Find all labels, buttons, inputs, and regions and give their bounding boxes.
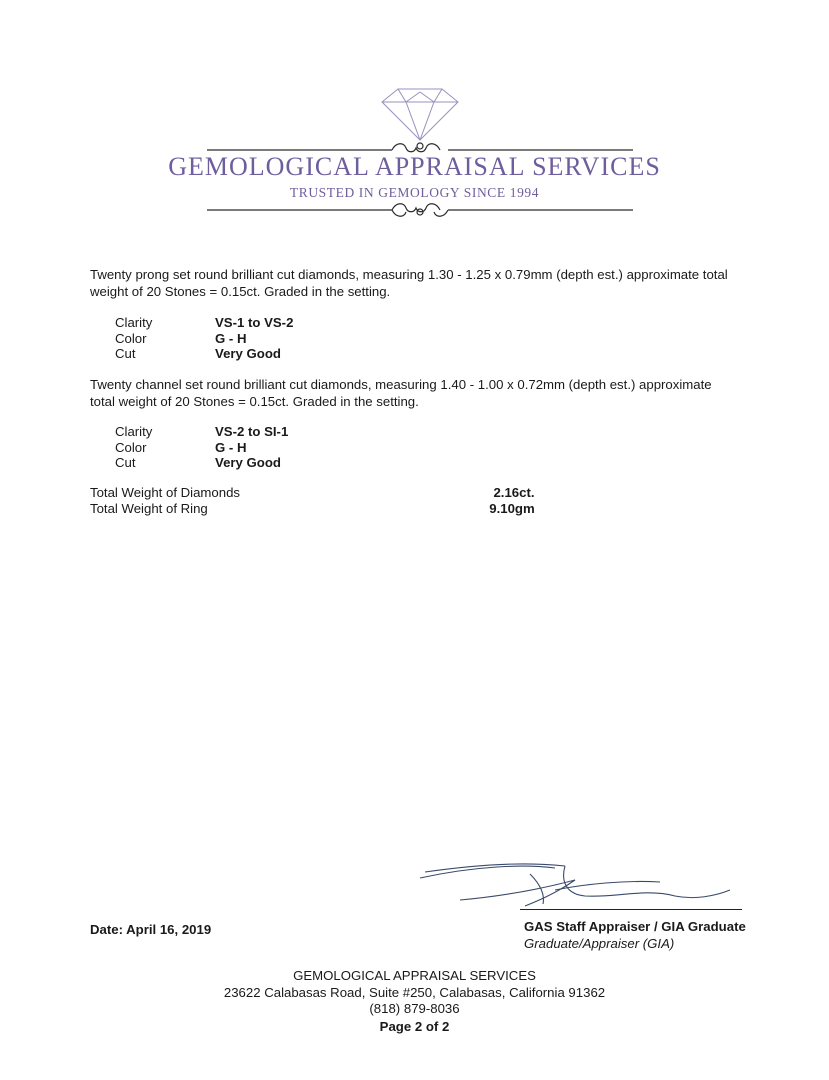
spec-label: Clarity: [115, 424, 153, 439]
footer-address: 23622 Calabasas Road, Suite #250, Calabasas, California 91362: [223, 985, 606, 1000]
spec-value: Very Good: [215, 455, 281, 470]
appraiser-title: GAS Staff Appraiser / GIA Graduate: [524, 919, 746, 934]
company-name: GEMOLOGICAL APPRAISAL SERVICES: [168, 152, 661, 181]
diamond-logo-icon: [0, 0, 829, 240]
footer-company: GEMOLOGICAL APPRAISAL SERVICES: [293, 968, 536, 983]
total-diamonds-label: Total Weight of Diamonds: [90, 485, 241, 500]
spec-value: Very Good: [215, 346, 281, 361]
spec-value: VS-2 to SI-1: [215, 424, 289, 439]
signature-line: [520, 909, 742, 910]
total-ring-value: 9.10gm: [489, 501, 535, 516]
appraisal-date: Date: April 16, 2019: [90, 922, 212, 937]
appraiser-subtitle: Graduate/Appraiser (GIA): [524, 936, 675, 951]
spec-row: [115, 346, 281, 362]
spec-label: Cut: [115, 455, 136, 470]
page-number: Page 2 of 2: [379, 1019, 450, 1034]
spec-label: Color: [115, 439, 147, 455]
item-description: Twenty channel set round brilliant cut diamonds, measuring 1.40 - 1.00 x 0.72mm (depth est.) approximate total weight of 20 Stones = 0.15ct. Graded in the setting.: [90, 377, 712, 409]
spec-label: Clarity: [115, 315, 153, 330]
spec-row: [115, 440, 247, 456]
spec-value: G - H: [215, 439, 247, 455]
company-tagline: TRUSTED IN GEMOLOGY SINCE 1994: [289, 185, 540, 200]
spec-value: VS-1 to VS-2: [215, 315, 294, 330]
spec-row: [115, 331, 247, 347]
total-ring-label: Total Weight of Ring: [90, 501, 208, 516]
spec-label: Cut: [115, 346, 136, 361]
spec-label: Color: [115, 330, 147, 346]
spec-row: [115, 455, 281, 471]
footer-phone: (818) 879-8036: [369, 1001, 460, 1016]
total-diamonds-value: 2.16ct.: [493, 485, 535, 500]
company-logo: [0, 0, 829, 240]
spec-row: [115, 315, 293, 331]
spec-row: [115, 424, 288, 440]
signature-icon: [415, 858, 745, 913]
spec-value: G - H: [215, 330, 247, 346]
item-description: Twenty prong set round brilliant cut diamonds, measuring 1.30 - 1.25 x 0.79mm (depth est.) approximate total weight of 20 Stones = 0.15ct. Graded in the setting.: [90, 267, 728, 299]
